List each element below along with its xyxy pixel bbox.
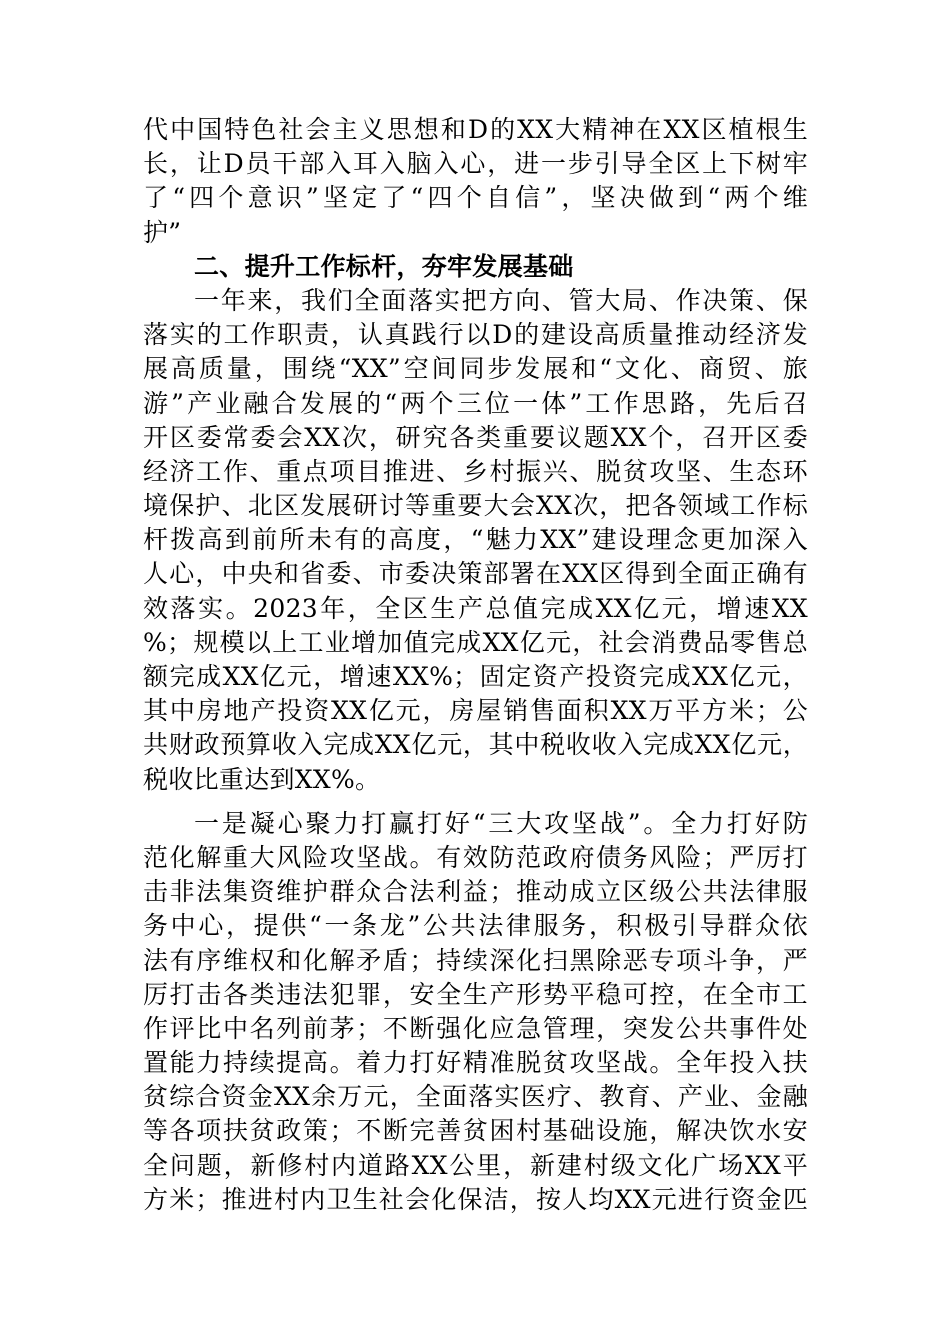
text-line: %；规模以上工业增加值完成XX亿元，社会消费品零售总	[143, 627, 808, 657]
text-line: 法有序维权和化解矛盾；持续深化扫黑除恶专项斗争，严	[143, 945, 808, 975]
text-line: 经济工作、重点项目推进、乡村振兴、脱贫攻坚、生态环	[143, 456, 808, 486]
text-line: 护”	[143, 217, 182, 247]
text-line: 境保护、北区发展研讨等重要大会XX次，把各领域工作标	[143, 491, 808, 521]
text-line: 方米；推进村内卫生社会化保洁，按人均XX元进行资金匹	[143, 1184, 808, 1214]
text-line: 作评比中名列前茅；不断强化应急管理，突发公共事件处	[143, 1013, 808, 1043]
text-line: 杆拨高到前所未有的高度，“魅力XX”建设理念更加深入	[143, 525, 808, 555]
section-heading: 二、提升工作标杆，夯牢发展基础	[194, 251, 574, 281]
text-line: 贫综合资金XX余万元，全面落实医疗、教育、产业、金融	[143, 1082, 808, 1112]
text-line: 税收比重达到XX%。	[143, 764, 381, 794]
paragraph-2	[143, 284, 808, 797]
text-line: 了“四个意识”坚定了“四个自信”，坚决做到“两个维	[143, 183, 808, 213]
body-text	[143, 113, 808, 1217]
text-line: 击非法集资维护群众合法利益；推动成立区级公共法律服	[143, 877, 808, 907]
text-line: 代中国特色社会主义思想和D的XX大精神在XX区植根生	[143, 115, 808, 144]
text-line: 一年来，我们全面落实把方向、管大局、作决策、保	[194, 285, 808, 315]
text-line: 置能力持续提高。着力打好精准脱贫攻坚战。全年投入扶	[143, 1048, 808, 1078]
text-line: 人心，中央和省委、市委决策部署在XX区得到全面正确有	[143, 559, 808, 589]
paragraph-3	[143, 807, 808, 1217]
text-line: 游”产业融合发展的“两个三位一体”工作思路，先后召	[143, 388, 808, 418]
text-line: 共财政预算收入完成XX亿元，其中税收收入完成XX亿元，	[143, 730, 808, 760]
text-line: 展高质量，围绕“XX”空间同步发展和“文化、商贸、旅	[143, 354, 808, 384]
paragraph-1	[143, 113, 808, 250]
text-line: 务中心，提供“一条龙”公共法律服务，积极引导群众依	[143, 911, 808, 941]
text-line: 效落实。2023年，全区生产总值完成XX亿元，增速XX	[143, 593, 808, 623]
text-line: 额完成XX亿元，增速XX%；固定资产投资完成XX亿元，	[143, 662, 808, 691]
text-line: 等各项扶贫政策；不断完善贫困村基础设施，解决饮水安	[143, 1116, 808, 1146]
text-line: 落实的工作职责，认真践行以D的建设高质量推动经济发	[143, 320, 808, 350]
text-line: 长，让D员干部入耳入脑入心，进一步引导全区上下树牢	[143, 149, 808, 179]
text-line: 范化解重大风险攻坚战。有效防范政府债务风险；严厉打	[143, 842, 808, 872]
text-line: 全问题，新修村内道路XX公里，新建村级文化广场XX平	[143, 1150, 808, 1180]
text-line: 开区委常委会XX次，研究各类重要议题XX个，召开区委	[143, 422, 808, 452]
paragraph-gap	[143, 797, 808, 807]
text-line: 一是凝心聚力打赢打好“三大攻坚战”。全力打好防	[194, 808, 808, 838]
text-line: 厉打击各类违法犯罪，安全生产形势平稳可控，在全市工	[143, 979, 808, 1009]
text-line: 其中房地产投资XX亿元，房屋销售面积XX万平方米；公	[143, 696, 808, 726]
